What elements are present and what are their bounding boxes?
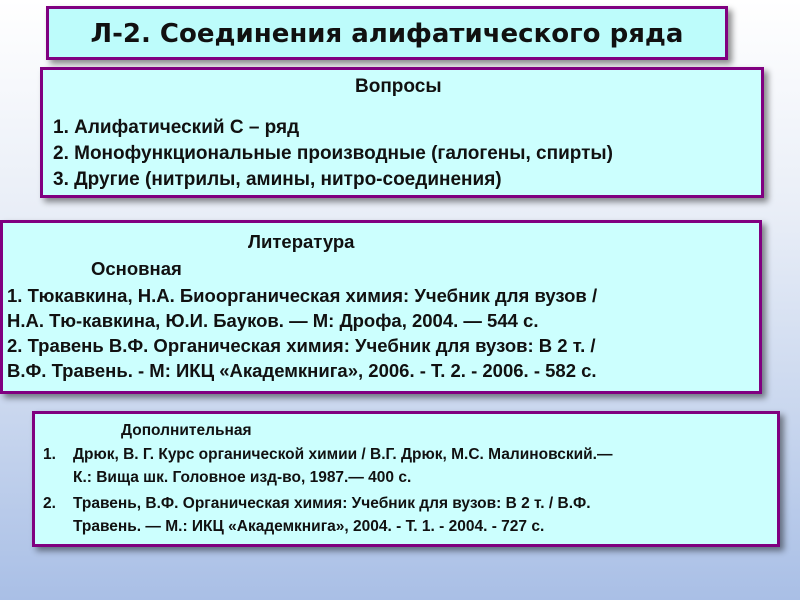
question-item-3: 3. Другие (нитрилы, амины, нитро-соединения)	[53, 169, 502, 190]
literature-line-1: 1. Тюкавкина, Н.А. Биоорганическая химия: Учебник для вузов /	[7, 285, 598, 306]
literature-box	[0, 220, 762, 394]
item-number: 1.	[43, 446, 56, 463]
item-text-line: Травень, В.Ф. Органическая химия: Учебник для вузов: В 2 т. / В.Ф.	[73, 495, 591, 512]
literature-heading: Литература	[248, 231, 355, 252]
literature-line-2: Н.А. Тю-кавкина, Ю.И. Бауков. — М: Дрофа, 2004. — 544 с.	[7, 310, 539, 331]
questions-box	[40, 67, 764, 198]
additional-heading: Дополнительная	[121, 422, 252, 439]
item-text-line: Дрюк, В. Г. Курс органической химии / В.Г. Дрюк, М.С. Малиновский.—	[73, 446, 613, 463]
additional-box	[32, 411, 780, 547]
item-text-line: Травень. — М.: ИКЦ «Академкнига», 2004. - Т. 1. - 2004. - 727 с.	[73, 518, 545, 535]
literature-subheading: Основная	[91, 258, 182, 279]
question-item-1: 1. Алифатический С – ряд	[53, 117, 300, 138]
questions-heading: Вопросы	[355, 76, 442, 97]
slide-title: Л-2. Соединения алифатического ряда	[90, 19, 684, 49]
question-item-2: 2. Монофункциональные производные (галогены, спирты)	[53, 143, 613, 164]
item-number: 2.	[43, 495, 56, 512]
literature-line-4: В.Ф. Травень. - М: ИКЦ «Академкнига», 2006. - Т. 2. - 2006. - 582 с.	[7, 360, 597, 381]
title-box	[46, 6, 728, 60]
literature-line-3: 2. Травень В.Ф. Органическая химия: Учебник для вузов: В 2 т. /	[7, 335, 596, 356]
item-text-line: К.: Вища шк. Головное изд-во, 1987.— 400 с.	[73, 469, 412, 486]
